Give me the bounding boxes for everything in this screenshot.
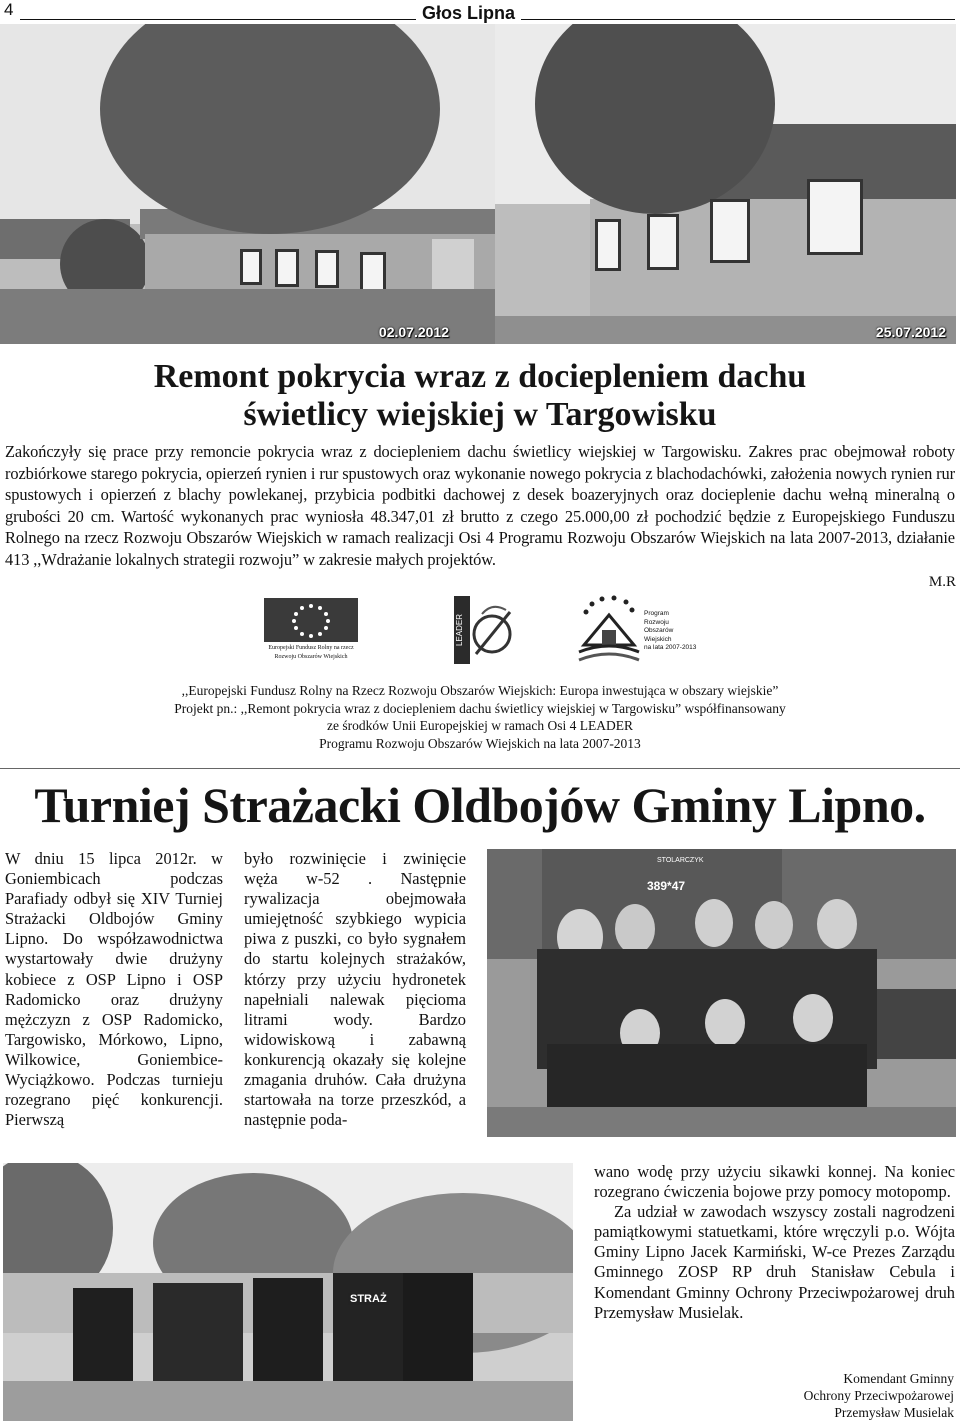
article1-signature: M.R: [928, 574, 956, 590]
article2-signature-line1: Komendant Gminny: [843, 1371, 954, 1386]
photo-womens-team: [487, 849, 956, 1137]
article2-column1: W dniu 15 lipca 2012r. w Goniembicach podczas Parafiady odbył się XIV Turniej Strażacki Oldbojów Gminy Lipno. Do współzawodnictwa wystartowały dwie drużyny kobiece z OSP Lipno i OSP Radomicko oraz drużyny mężczyzn z OSP Radomicko, Targowisko, Mórkowo, Lipno, Wilkowice, Goniembice-Wyciążkowo. Podczas turnieju rozegrano pięć konkurencji. Pierwszą: [5, 849, 223, 1130]
article2-title: Turniej Strażacki Oldbojów Gminy Lipno.: [34, 777, 926, 833]
prow-line1: Program: [644, 610, 669, 617]
caption-line2: Projekt pn.: ,,Remont pokrycia wraz z dociepleniem dachu świetlicy wiejskiej w Targowisku” współfinansowany: [174, 700, 786, 716]
publication-title: Głos Lipna: [416, 3, 521, 24]
article2-column3-p2: Za udział w zawodach wszyscy zostali nagrodzeni pamiątkowymi statuetkami, które wręczyli p.o. Wójta Gminy Lipno Jacek Karmiński, W-ce Prezes Zarządu Gminnego ZOSP RP druh Stanisław Cebula i Komendant Gminny Ochrony Przeciwpożarowej druh Przemysław Musielak.: [594, 1202, 955, 1322]
photo-date-stamp: 02.07.2012: [378, 324, 449, 340]
eu-flag-logo: [256, 596, 366, 668]
photo-building-after: [495, 24, 956, 344]
article-separator: [0, 768, 960, 769]
article2-column2: było rozwinięcie i zwinięcie węża w-52 . Następnie rywalizacja obejmowała umiejętność szybkiego wypicia piwa z puszki, co było sygnałem do startu kolejnych strażaków, którzy przy użyciu hydronetek napełniali nalewak pięcioma litrami wody. Bardzo widowiskową i zabawną konkurencją okazały się kolejne zmagania druhów. Cała drużyna startowała na torze przeszkód, a następnie poda-: [244, 849, 466, 1130]
leader-logo: [452, 594, 514, 666]
article1-paragraph: Zakończyły się prace przy remoncie pokrycia wraz z dociepleniem dachu świetlicy wiejskiej w Targowisku. Zakres prac obejmował roboty rozbiórkowe starego pokrycia, opierzeń rynien i rur spustowych oraz wykonanie nowego pokrycia z blachodachówki, założenia nowych rynien rur spustowych i opierzeń z blachy powlekanej, przybicia podbitki dachowej z desek boazeryjnych oraz docieplenie dachu wełną mineralną o grubości 20 cm. Wartość wykonanych prac wyniosła 48.347,01 zł brutto z czego 25.000,00 zł pochodzić będzie z Europejskiego Funduszu Rolnego na rzecz Rozwoju Obszarów Wiejskich w ramach realizacji Osi 4 Programu Rozwoju Obszarów Wiejskich na lata 2007-2013, działanie 413 ,,Wdrażanie lokalnych strategii rozwoju” w zakresie małych projektów.: [5, 442, 955, 569]
article2-signature: [804, 1370, 954, 1421]
eu-caption-line1: Europejski Fundusz Rolny na rzecz: [268, 645, 354, 651]
caption-line1: ,,Europejski Fundusz Rolny na Rzecz Rozwoju Obszarów Wiejskich: Europa inwestująca w obszary wiejskie”: [181, 683, 779, 698]
article2-column3-p1: wano wodę przy użyciu sikawki konnej. Na koniec rozegrano ćwiczenia bojowe przy pomocy motopomp.: [594, 1162, 955, 1202]
prow-line4: Wiejskich: [644, 635, 672, 643]
truck-label: STOLARCZYK: [657, 857, 704, 864]
article2-column3: [594, 1162, 955, 1323]
article2-signature-line2: Ochrony Przeciwpożarowej: [803, 1388, 954, 1403]
funding-captions: [150, 682, 810, 752]
page-number: 4: [4, 0, 14, 19]
helmet-text: STRAŻ: [350, 1293, 387, 1305]
caption-line4: Programu Rozwoju Obszarów Wiejskich na lata 2007-2013: [319, 735, 641, 751]
prow-logo: [574, 590, 697, 670]
article1-body: [5, 441, 955, 570]
article2-signature-line3: Przemysław Musielak: [834, 1405, 954, 1420]
prow-emblem-icon: [574, 590, 644, 670]
truck-plate: 389*47: [647, 879, 686, 893]
eu-caption-line2: Rozwoju Obszarów Wiejskich: [274, 654, 348, 660]
photo-fire-competition: [3, 1163, 573, 1421]
article1-title-line1: Remont pokrycia wraz z dociepleniem dachu: [153, 358, 807, 395]
article1-title-line2: świetlicy wiejskiej w Targowisku: [243, 396, 717, 433]
prow-line3: Obszarów: [644, 627, 674, 634]
photo-building-before: [0, 24, 495, 344]
photo-date-stamp: 25.07.2012: [875, 324, 946, 340]
prow-line2: Rozwoju: [644, 618, 669, 626]
article1-title: [0, 358, 960, 434]
caption-line3: ze środków Unii Europejskiej w ramach Osi 4 LEADER: [327, 718, 633, 733]
prow-line5: na lata 2007-2013: [644, 644, 697, 651]
leader-label: LEADER: [455, 614, 464, 647]
